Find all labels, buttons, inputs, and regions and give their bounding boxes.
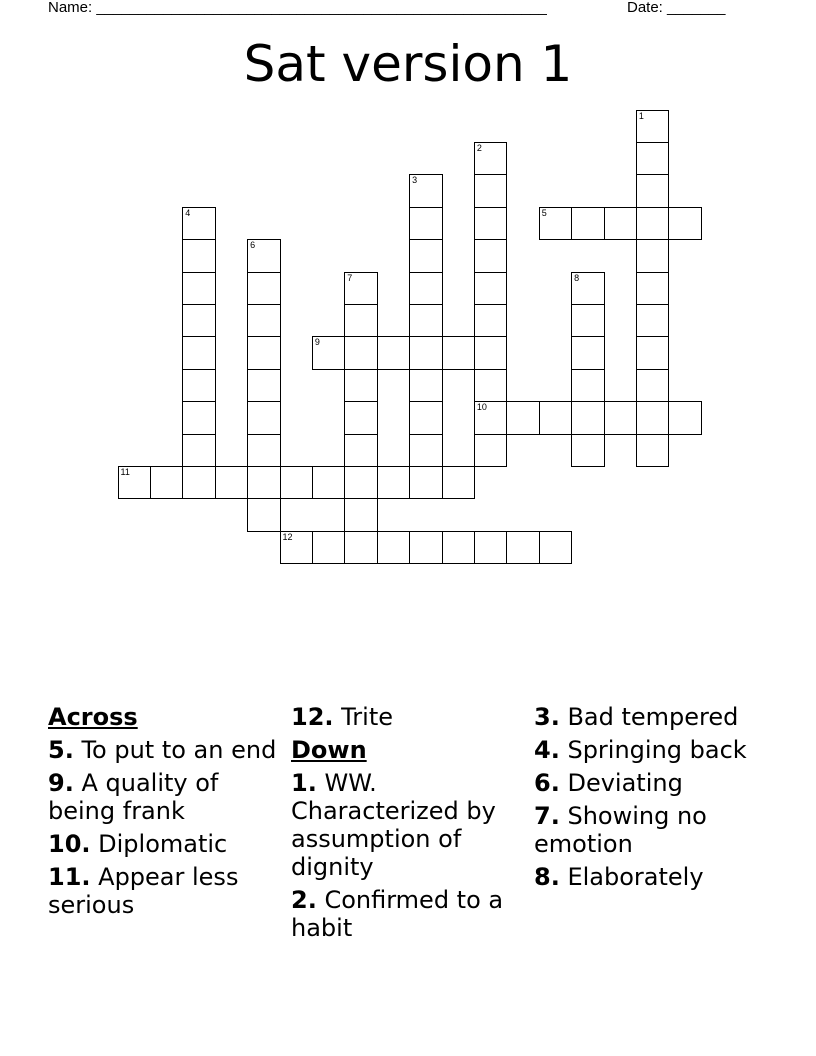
grid-cell[interactable] — [668, 207, 702, 241]
clue-9-across — [48, 769, 278, 825]
page-title: Sat version 1 — [243, 35, 573, 93]
grid-cell[interactable] — [442, 336, 476, 370]
grid-cell[interactable] — [604, 207, 638, 241]
grid-cell[interactable] — [377, 466, 411, 500]
clue-3-down — [534, 703, 764, 731]
grid-cell[interactable] — [377, 531, 411, 565]
grid-cell[interactable] — [571, 336, 605, 370]
clue-text: Appear less serious — [48, 863, 239, 919]
grid-cell[interactable] — [506, 531, 540, 565]
grid-cell[interactable] — [409, 401, 443, 435]
clue-number: 2 — [476, 142, 482, 153]
clue-text: Diplomatic — [90, 830, 228, 858]
clue-text: Showing no emotion — [534, 802, 707, 858]
grid-cell[interactable] — [215, 466, 249, 500]
clue-5-across — [48, 736, 278, 764]
grid-cell[interactable] — [636, 304, 670, 338]
grid-cell[interactable] — [474, 207, 508, 241]
grid-cell[interactable] — [377, 336, 411, 370]
grid-cell[interactable] — [409, 336, 443, 370]
grid-cell[interactable] — [247, 498, 281, 532]
grid-cell[interactable] — [312, 336, 346, 370]
across-heading: Across — [48, 703, 138, 731]
grid-cell[interactable] — [344, 466, 378, 500]
grid-cell[interactable] — [571, 401, 605, 435]
clue-number: 10 — [476, 402, 487, 413]
grid-cell[interactable] — [247, 466, 281, 500]
grid-cell[interactable] — [182, 239, 216, 273]
clue-8-down — [534, 863, 764, 891]
grid-cell[interactable] — [247, 401, 281, 435]
clue-12-across — [291, 703, 521, 731]
grid-cell[interactable] — [539, 401, 573, 435]
clue-number: 5 — [541, 207, 547, 218]
grid-cell[interactable] — [474, 142, 508, 176]
grid-cell[interactable] — [344, 304, 378, 338]
grid-cell[interactable] — [150, 466, 184, 500]
grid-cell[interactable] — [409, 304, 443, 338]
grid-cell[interactable] — [539, 531, 573, 565]
grid-cell[interactable] — [409, 207, 443, 241]
grid-cell[interactable] — [474, 434, 508, 468]
clue-text: To put to an end — [73, 736, 277, 764]
grid-cell[interactable] — [636, 174, 670, 208]
grid-cell[interactable] — [571, 207, 605, 241]
grid-cell[interactable] — [474, 272, 508, 306]
clue-6-down — [534, 769, 764, 797]
grid-cell[interactable] — [571, 272, 605, 306]
clue-number: 3 — [412, 175, 418, 186]
clue-10-across — [48, 830, 278, 858]
grid-cell[interactable] — [409, 434, 443, 468]
grid-cell[interactable] — [636, 369, 670, 403]
clue-column-2 — [291, 703, 521, 947]
clue-number-label: 4. — [534, 736, 560, 764]
name-field[interactable]: Name: ______________________________________________________ — [48, 0, 547, 16]
grid-cell[interactable] — [409, 531, 443, 565]
clue-number-label: 11. — [48, 863, 91, 891]
clue-text: Springing back — [559, 736, 747, 764]
grid-cell[interactable] — [474, 401, 508, 435]
grid-cell[interactable] — [636, 434, 670, 468]
grid-cell[interactable] — [409, 369, 443, 403]
grid-cell[interactable] — [247, 239, 281, 273]
grid-cell[interactable] — [636, 142, 670, 176]
clue-number-label: 3. — [534, 703, 560, 731]
clue-text: Elaborately — [559, 863, 704, 891]
grid-cell[interactable] — [182, 369, 216, 403]
grid-cell[interactable] — [474, 174, 508, 208]
grid-cell[interactable] — [474, 239, 508, 273]
clue-number-label: 8. — [534, 863, 560, 891]
grid-cell[interactable] — [636, 336, 670, 370]
grid-cell[interactable] — [247, 434, 281, 468]
grid-cell[interactable] — [604, 401, 638, 435]
grid-cell[interactable] — [344, 336, 378, 370]
grid-cell[interactable] — [247, 304, 281, 338]
grid-cell[interactable] — [247, 272, 281, 306]
grid-cell[interactable] — [409, 174, 443, 208]
clue-7-down — [534, 802, 764, 858]
grid-cell[interactable] — [280, 531, 314, 565]
clue-number-label: 5. — [48, 736, 74, 764]
clue-2-down — [291, 886, 521, 942]
grid-cell[interactable] — [636, 110, 670, 144]
grid-cell[interactable] — [344, 369, 378, 403]
clue-text: Deviating — [559, 769, 683, 797]
grid-cell[interactable] — [182, 304, 216, 338]
down-heading: Down — [291, 736, 367, 764]
clue-number-label: 12. — [291, 703, 334, 731]
clue-number: 6 — [250, 240, 256, 251]
clue-number: 7 — [347, 272, 353, 283]
clue-number: 1 — [638, 110, 644, 121]
clue-number-label: 10. — [48, 830, 91, 858]
grid-cell[interactable] — [409, 239, 443, 273]
grid-cell[interactable] — [182, 207, 216, 241]
clue-number-label: 7. — [534, 802, 560, 830]
grid-cell[interactable] — [118, 466, 152, 500]
clue-number: 8 — [574, 272, 580, 283]
clue-text: Confirmed to a habit — [291, 886, 504, 942]
date-field[interactable]: Date: _______ — [627, 0, 726, 16]
grid-cell[interactable] — [409, 466, 443, 500]
grid-cell[interactable] — [442, 466, 476, 500]
clue-number-label: 6. — [534, 769, 560, 797]
clue-column-3 — [534, 703, 764, 896]
grid-cell[interactable] — [442, 531, 476, 565]
grid-cell[interactable] — [668, 401, 702, 435]
grid-cell[interactable] — [344, 434, 378, 468]
clue-number: 4 — [185, 207, 191, 218]
grid-cell[interactable] — [409, 272, 443, 306]
grid-cell[interactable] — [312, 466, 346, 500]
grid-cell[interactable] — [182, 272, 216, 306]
grid-cell[interactable] — [474, 336, 508, 370]
grid-cell[interactable] — [312, 531, 346, 565]
grid-cell[interactable] — [539, 207, 573, 241]
clue-11-across — [48, 863, 278, 919]
grid-cell[interactable] — [474, 369, 508, 403]
grid-cell[interactable] — [571, 304, 605, 338]
clue-4-down — [534, 736, 764, 764]
clue-number: 12 — [282, 531, 293, 542]
clue-text: Trite — [333, 703, 393, 731]
grid-cell[interactable] — [247, 369, 281, 403]
grid-cell[interactable] — [182, 466, 216, 500]
grid-cell[interactable] — [474, 304, 508, 338]
grid-cell[interactable] — [182, 401, 216, 435]
grid-cell[interactable] — [571, 434, 605, 468]
grid-cell[interactable] — [182, 434, 216, 468]
clue-column-1 — [48, 703, 278, 924]
clue-number: 11 — [120, 466, 130, 477]
clue-text: WW. Characterized by assumption of dignity — [291, 769, 496, 881]
clue-number-label: 2. — [291, 886, 317, 914]
grid-cell[interactable] — [636, 207, 670, 241]
clue-1-down — [291, 769, 521, 881]
clue-number-label: 9. — [48, 769, 74, 797]
clue-text: A quality of being frank — [48, 769, 219, 825]
grid-cell[interactable] — [636, 401, 670, 435]
grid-cell[interactable] — [636, 272, 670, 306]
grid-cell[interactable] — [344, 401, 378, 435]
grid-cell[interactable] — [506, 401, 540, 435]
grid-cell[interactable] — [182, 336, 216, 370]
grid-cell[interactable] — [344, 531, 378, 565]
grid-cell[interactable] — [344, 498, 378, 532]
clue-text: Bad tempered — [559, 703, 739, 731]
clue-number: 9 — [314, 337, 320, 348]
grid-cell[interactable] — [571, 369, 605, 403]
grid-cell[interactable] — [474, 531, 508, 565]
grid-cell[interactable] — [280, 466, 314, 500]
clue-number-label: 1. — [291, 769, 317, 797]
grid-cell[interactable] — [636, 239, 670, 273]
grid-cell[interactable] — [344, 272, 378, 306]
grid-cell[interactable] — [247, 336, 281, 370]
